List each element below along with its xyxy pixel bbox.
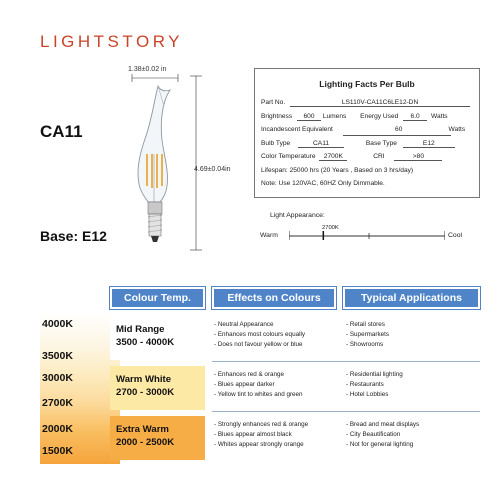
- kelvin-label-4000: 4000K: [42, 318, 73, 330]
- header-applications-label: Typical Applications: [343, 287, 480, 309]
- lighting-facts-box: [254, 68, 480, 198]
- bulb-type-value: CA11: [298, 140, 344, 148]
- warm-white-name: Warm White: [116, 374, 172, 385]
- incandescent-row: [261, 126, 465, 133]
- row-warm-white-apps: [346, 370, 403, 401]
- effect-item: - Whites appear strongly orange: [214, 440, 308, 450]
- kelvin-label-3000: 3000K: [42, 372, 73, 384]
- effect-item: - Strongly enhances red & orange: [214, 420, 308, 430]
- row-separator: [212, 411, 480, 412]
- application-item: - Retail stores: [346, 320, 389, 330]
- application-item: - Supermarkets: [346, 330, 389, 340]
- row-warm-white-category: [116, 373, 174, 399]
- row-extra-warm-effects: [214, 420, 308, 451]
- application-item: - Not for general lighting: [346, 440, 419, 450]
- header-colour-temp: [110, 287, 205, 309]
- application-item: - Restaurants: [346, 380, 403, 390]
- energy-value: 6.0: [403, 113, 427, 121]
- application-item: - Showrooms: [346, 340, 389, 350]
- application-item: - Residential lighting: [346, 370, 403, 380]
- color-temp-label: Color Temperature: [261, 153, 316, 160]
- row-separator: [212, 361, 480, 362]
- bulb-model-label: CA11: [40, 122, 83, 141]
- base-label: Base: E12: [40, 228, 107, 244]
- effect-item: - Blues appear darker: [214, 380, 303, 390]
- effect-item: - Yellow tint to whites and green: [214, 390, 303, 400]
- base-type-value: E12: [403, 140, 455, 148]
- part-no-row: [261, 99, 470, 107]
- mid-range-name: Mid Range: [116, 324, 165, 335]
- incandescent-underline: [343, 135, 451, 136]
- lumens-unit: Lumens: [322, 113, 347, 120]
- application-item: - City Beautification: [346, 430, 419, 440]
- cri-value: >80: [394, 153, 442, 161]
- bulb-type-row: [261, 140, 455, 148]
- color-temp-value: 2700K: [319, 153, 347, 161]
- brightness-label: Brightness: [261, 113, 293, 120]
- energy-label: Energy Used: [360, 113, 399, 120]
- effect-item: - Neutral Appearance: [214, 320, 305, 330]
- brightness-value: 600: [297, 113, 321, 121]
- row-mid-range-apps: [346, 320, 389, 351]
- row-extra-warm-category: [116, 423, 174, 449]
- application-item: - Hotel Lobbies: [346, 390, 403, 400]
- kelvin-label-2700: 2700K: [42, 397, 73, 409]
- extra-warm-name: Extra Warm: [116, 424, 169, 435]
- lifespan-text: Lifespan: 25000 hrs (20 Years , Based on 3 hrs/day): [261, 167, 414, 174]
- row-extra-warm-apps: [346, 420, 419, 451]
- light-appearance-label: Light Appearance:: [270, 212, 325, 219]
- warm-white-range: 2700 - 3000K: [116, 387, 175, 398]
- part-no-value: LS110V-CA11C6LE12-DN: [290, 99, 470, 107]
- incandescent-value: 60: [395, 126, 403, 133]
- row-mid-range-effects: [214, 320, 305, 351]
- row-mid-range-category: [116, 323, 174, 349]
- color-temp-row: [261, 153, 442, 161]
- note-text: Note: Use 120VAC, 60HZ Only Dimmable.: [261, 180, 385, 187]
- header-effects-label: Effects on Colours: [212, 287, 336, 309]
- kelvin-label-2000: 2000K: [42, 423, 73, 435]
- width-dimension: 1.38±0.02 in: [128, 66, 167, 73]
- bulb-type-label: Bulb Type: [261, 140, 291, 147]
- cri-label: CRI: [373, 153, 385, 160]
- appearance-marker-label: 2700K: [322, 225, 339, 231]
- effect-item: - Blues appear almost black: [214, 430, 308, 440]
- part-no-label: Part No.: [261, 99, 286, 106]
- height-dimension: 4.69±0.04in: [194, 166, 231, 173]
- brand-logo: LIGHTSTORY: [40, 32, 184, 51]
- bulb-illustration: [118, 62, 228, 262]
- row-warm-white-effects: [214, 370, 303, 401]
- effect-item: - Enhances most colours equally: [214, 330, 305, 340]
- kelvin-label-3500: 3500K: [42, 350, 73, 362]
- extra-warm-range: 2000 - 2500K: [116, 437, 175, 448]
- color-temperature-gradient: [40, 312, 120, 464]
- header-applications: [343, 287, 480, 309]
- base-type-label: Base Type: [365, 140, 397, 147]
- facts-title: Lighting Facts Per Bulb: [319, 79, 415, 89]
- header-colour-temp-label: Colour Temp.: [110, 287, 205, 309]
- watts-unit: Watts: [430, 113, 448, 120]
- effect-item: - Enhances red & orange: [214, 370, 303, 380]
- mid-range-range: 3500 - 4000K: [116, 337, 175, 348]
- header-effects: [212, 287, 336, 309]
- application-item: - Bread and meat displays: [346, 420, 419, 430]
- incandescent-label: Incandescent Equivalent: [261, 126, 333, 133]
- warm-label: Warm: [260, 232, 278, 239]
- kelvin-label-1500: 1500K: [42, 445, 73, 457]
- appearance-scale: [289, 228, 445, 240]
- brightness-row: [261, 113, 448, 121]
- cool-label: Cool: [448, 232, 462, 239]
- watts-unit-2: Watts: [448, 126, 466, 133]
- effect-item: - Does not favour yellow or blue: [214, 340, 305, 350]
